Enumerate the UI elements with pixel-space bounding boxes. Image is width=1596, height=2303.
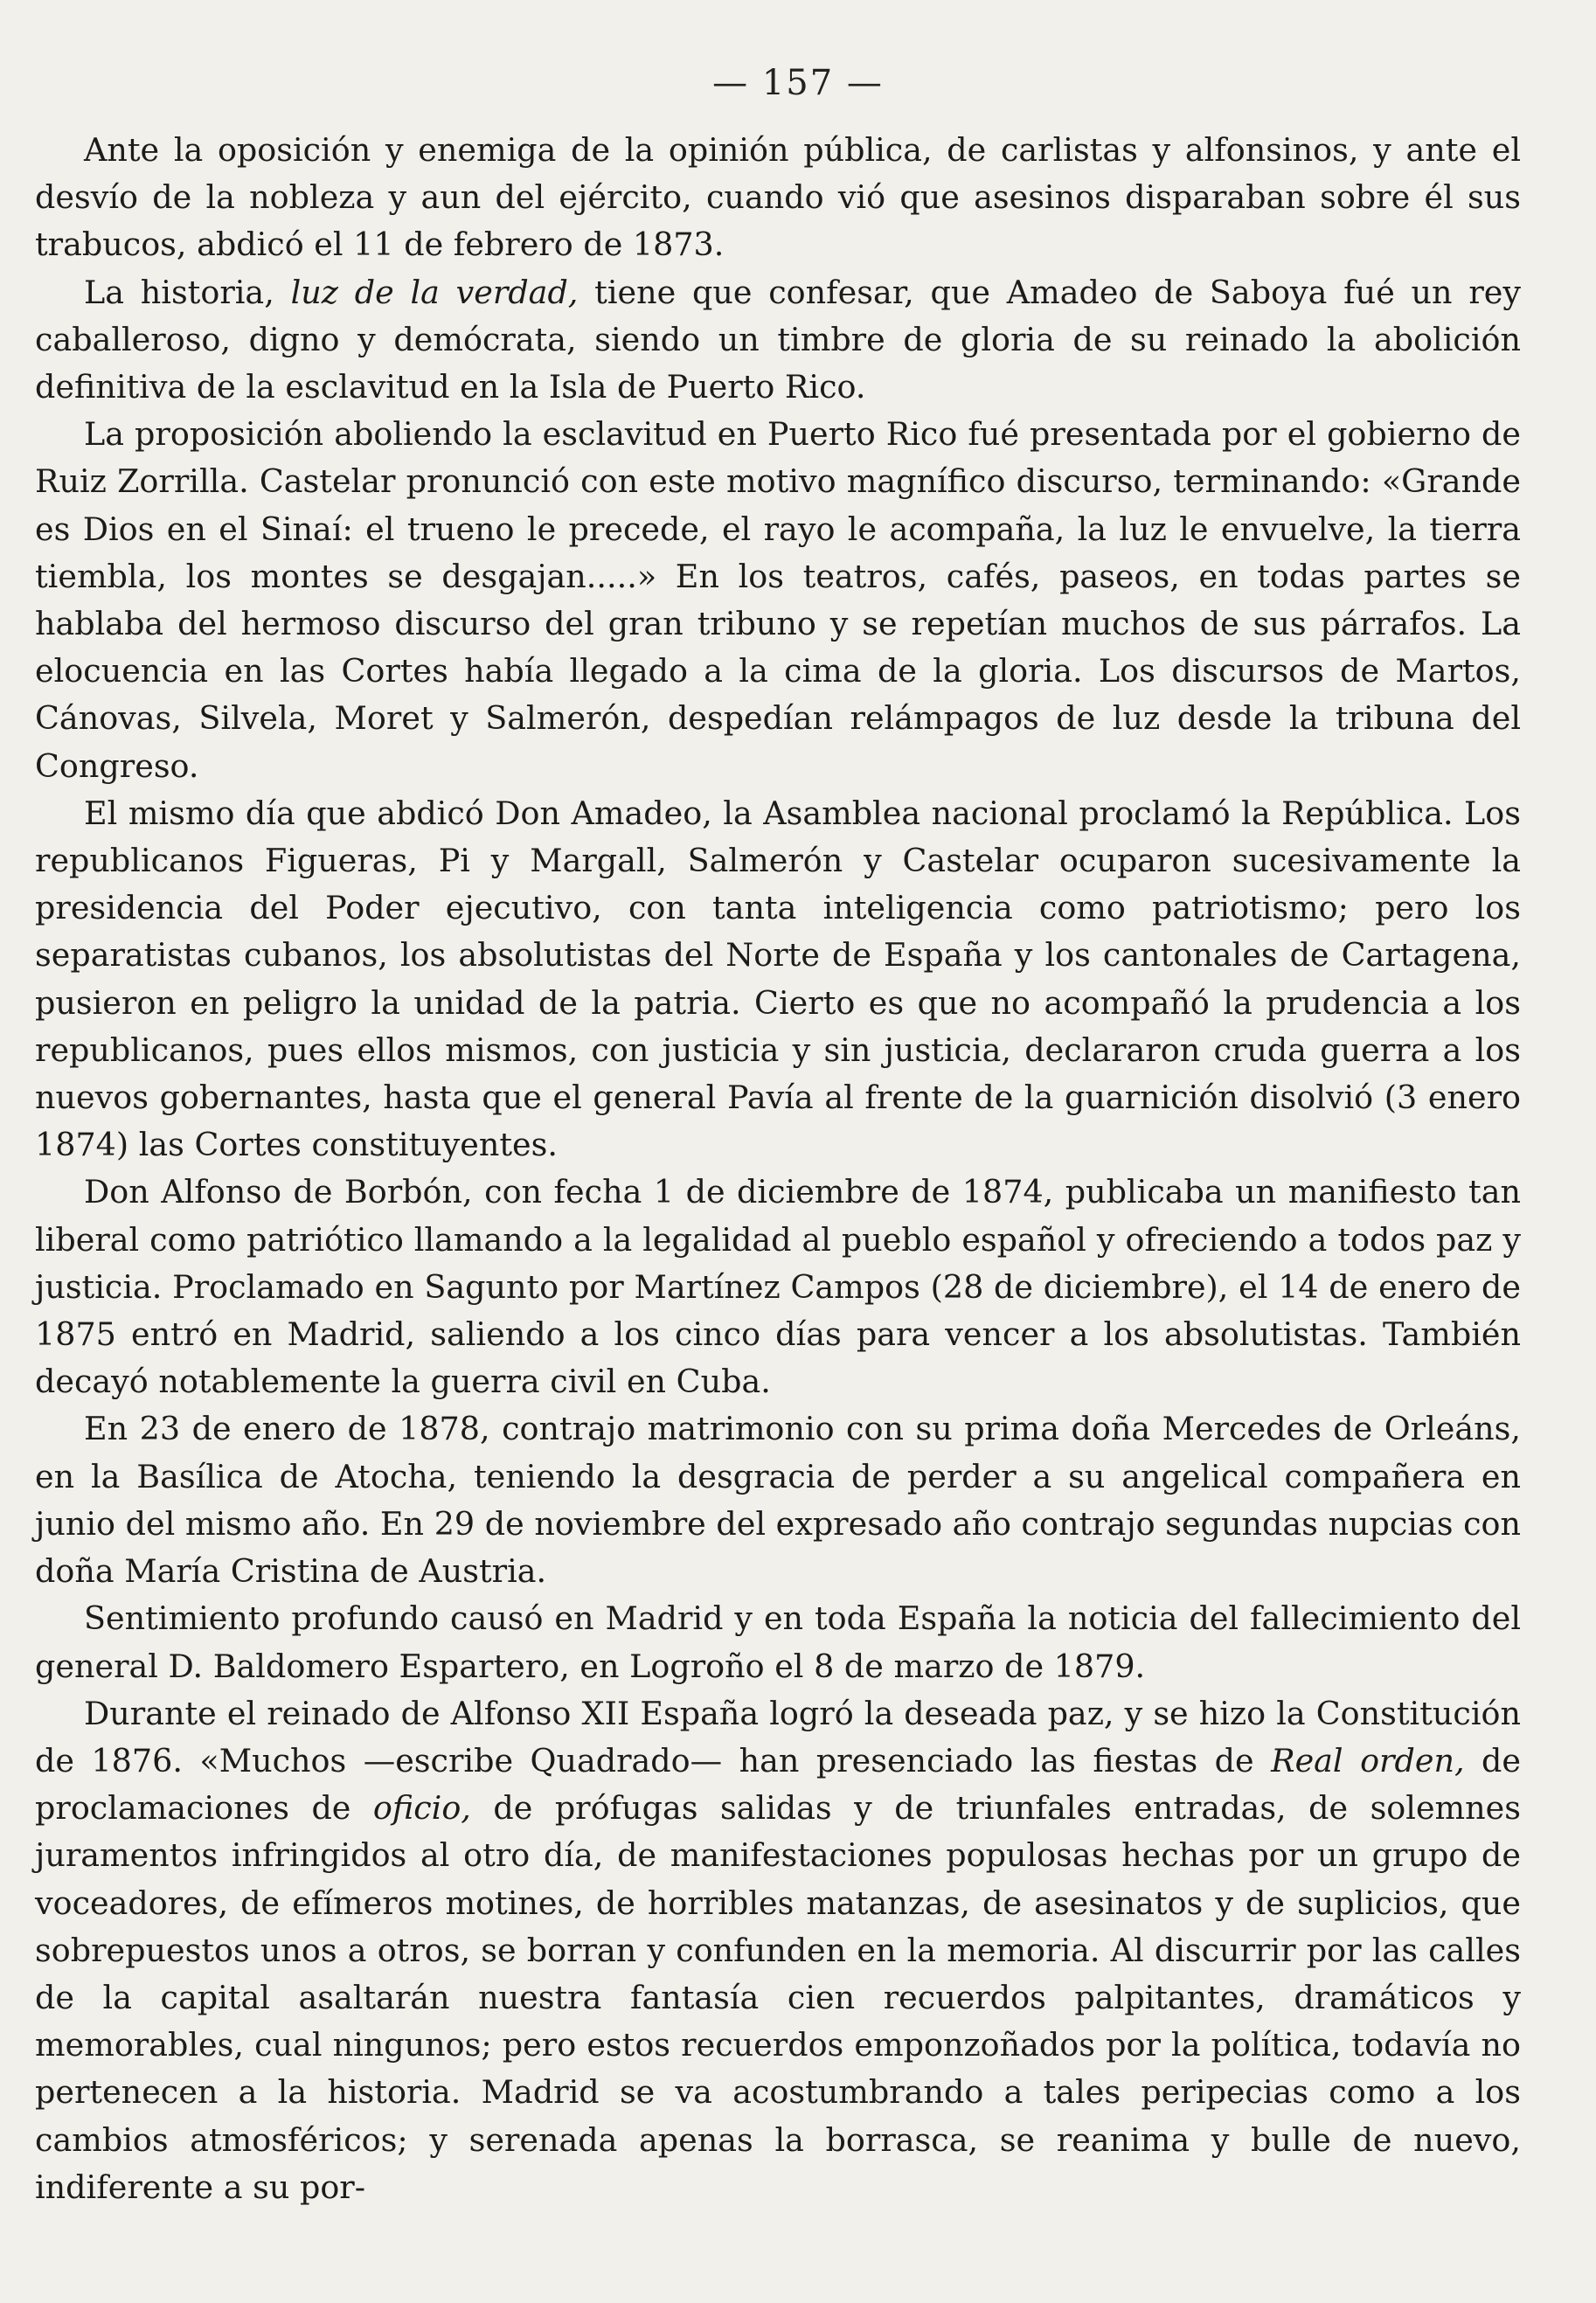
paragraph-reign xyxy=(35,1690,1521,2211)
page-number: — 157 — xyxy=(712,63,884,103)
paragraph-reign-italic-2: oficio, xyxy=(372,1789,471,1828)
paragraph-history-italic: luz de la verdad, xyxy=(290,273,579,311)
paragraph-marriage: En 23 de enero de 1878, contrajo matrimonio con su prima doña Mercedes de Orleáns, en la Basílica de Atocha, teniendo la desgracia de perder a su angelical compañera en junio del mismo año. En 29 de noviembre del expresado año contrajo segundas nupcias con doña María Cristina de Austria. xyxy=(35,1410,1521,1591)
paragraph-reign-part-1: Durante el reinado de Alfonso XII España logró la deseada paz, y se hizo la Constitución de 1876. «Muchos —escribe Quadrado— han presenciado las fiestas de xyxy=(35,1694,1521,1779)
paragraph-history-start: La historia, xyxy=(84,273,291,311)
paragraph-abolition: La proposición aboliendo la esclavitud en Puerto Rico fué presentada por el gobierno de Ruiz Zorrilla. Castelar pronunció con este motivo magnífico discurso, terminando: «Grande es Dios en el Sinaí: el trueno le precede, el rayo le acompaña, la luz le envuelve, la tierra tiembla, los montes se desgajan.....» En los teatros, cafés, paseos, en todas partes se hablaba del hermoso discurso del gran tribuno y se repetían muchos de sus párrafos. La elocuencia en las Cortes había llegado a la cima de la gloria. Los discursos de Martos, Cánovas, Silvela, Moret y Salmerón, despedían relámpagos de luz desde la tribuna del Congreso. xyxy=(35,415,1521,785)
paragraph-reign-italic-1: Real orden, xyxy=(1271,1741,1465,1779)
paragraph-republic: El mismo día que abdicó Don Amadeo, la Asamblea nacional proclamó la República. Los republicanos Figueras, Pi y Margall, Salmerón y Castelar ocuparon sucesivamente la presidencia del Poder ejecutivo, con tanta inteligencia como patriotismo; pero los separatistas cubanos, los absolutistas del Norte de España y los cantonales de Cartagena, pusieron en peligro la unidad de la patria. Cierto es que no acompañó la prudencia a los republicanos, pues ellos mismos, con justicia y sin justicia, declararon cruda guerra a los nuevos gobernantes, hasta que el general Pavía al frente de la guarnición disolvió (3 enero 1874) las Cortes constituyentes. xyxy=(35,794,1521,1164)
paragraph-abdication: Ante la oposición y enemiga de la opinión pública, de carlistas y alfonsinos, y ante el desvío de la nobleza y aun del ejército, cuando vió que asesinos disparaban sobre él sus trabucos, abdicó el 11 de febrero de 1873. xyxy=(35,131,1521,264)
paragraph-history xyxy=(35,269,1521,412)
body-text xyxy=(35,127,1521,2211)
paragraph-espartero: Sentimiento profundo causó en Madrid y en toda España la noticia del fallecimiento del general D. Baldomero Espartero, en Logroño el 8 de marzo de 1879. xyxy=(35,1599,1521,1685)
paragraph-reign-part-2: de proclamaciones de xyxy=(35,1741,1522,1828)
paragraph-alfonso: Don Alfonso de Borbón, con fecha 1 de diciembre de 1874, publicaba un manifiesto tan liberal como patriótico llamando a la legalidad al pueblo español y ofreciendo a todos paz y justicia. Proclamado en Sagunto por Martínez Campos (28 de diciembre), el 14 de enero de 1875 entró en Madrid, saliendo a los cinco días para vencer a los absolutistas. También decayó notablemente la guerra civil en Cuba. xyxy=(35,1173,1521,1401)
paragraph-history-end: tiene que confesar, que Amadeo de Saboya fué un rey caballeroso, digno y demócrata, siendo un timbre de gloria de su reinado la abolición definitiva de la esclavitud en la Isla de Puerto Rico. xyxy=(35,273,1521,406)
paragraph-reign-part-3: de prófugas salidas y de triunfales entradas, de solemnes juramentos infringidos al otro día, de manifestaciones populosas hechas por un grupo de voceadores, de efímeros motines, de horribles matanzas, de asesinatos y de suplicios, que sobrepuestos unos a otros, se borran y confunden en la memoria. Al discurrir por las calles de la capital asaltarán nuestra fantasía cien recuerdos palpitantes, dramáticos y memorables, cual ningunos; pero estos recuerdos emponzoñados por la política, todavía no pertenecen a la historia. Madrid se va acostumbrando a tales peripecias como a los cambios atmosféricos; y serenada apenas la borrasca, se reanima y bulle de nuevo, indiferente a su por- xyxy=(35,1789,1521,2206)
